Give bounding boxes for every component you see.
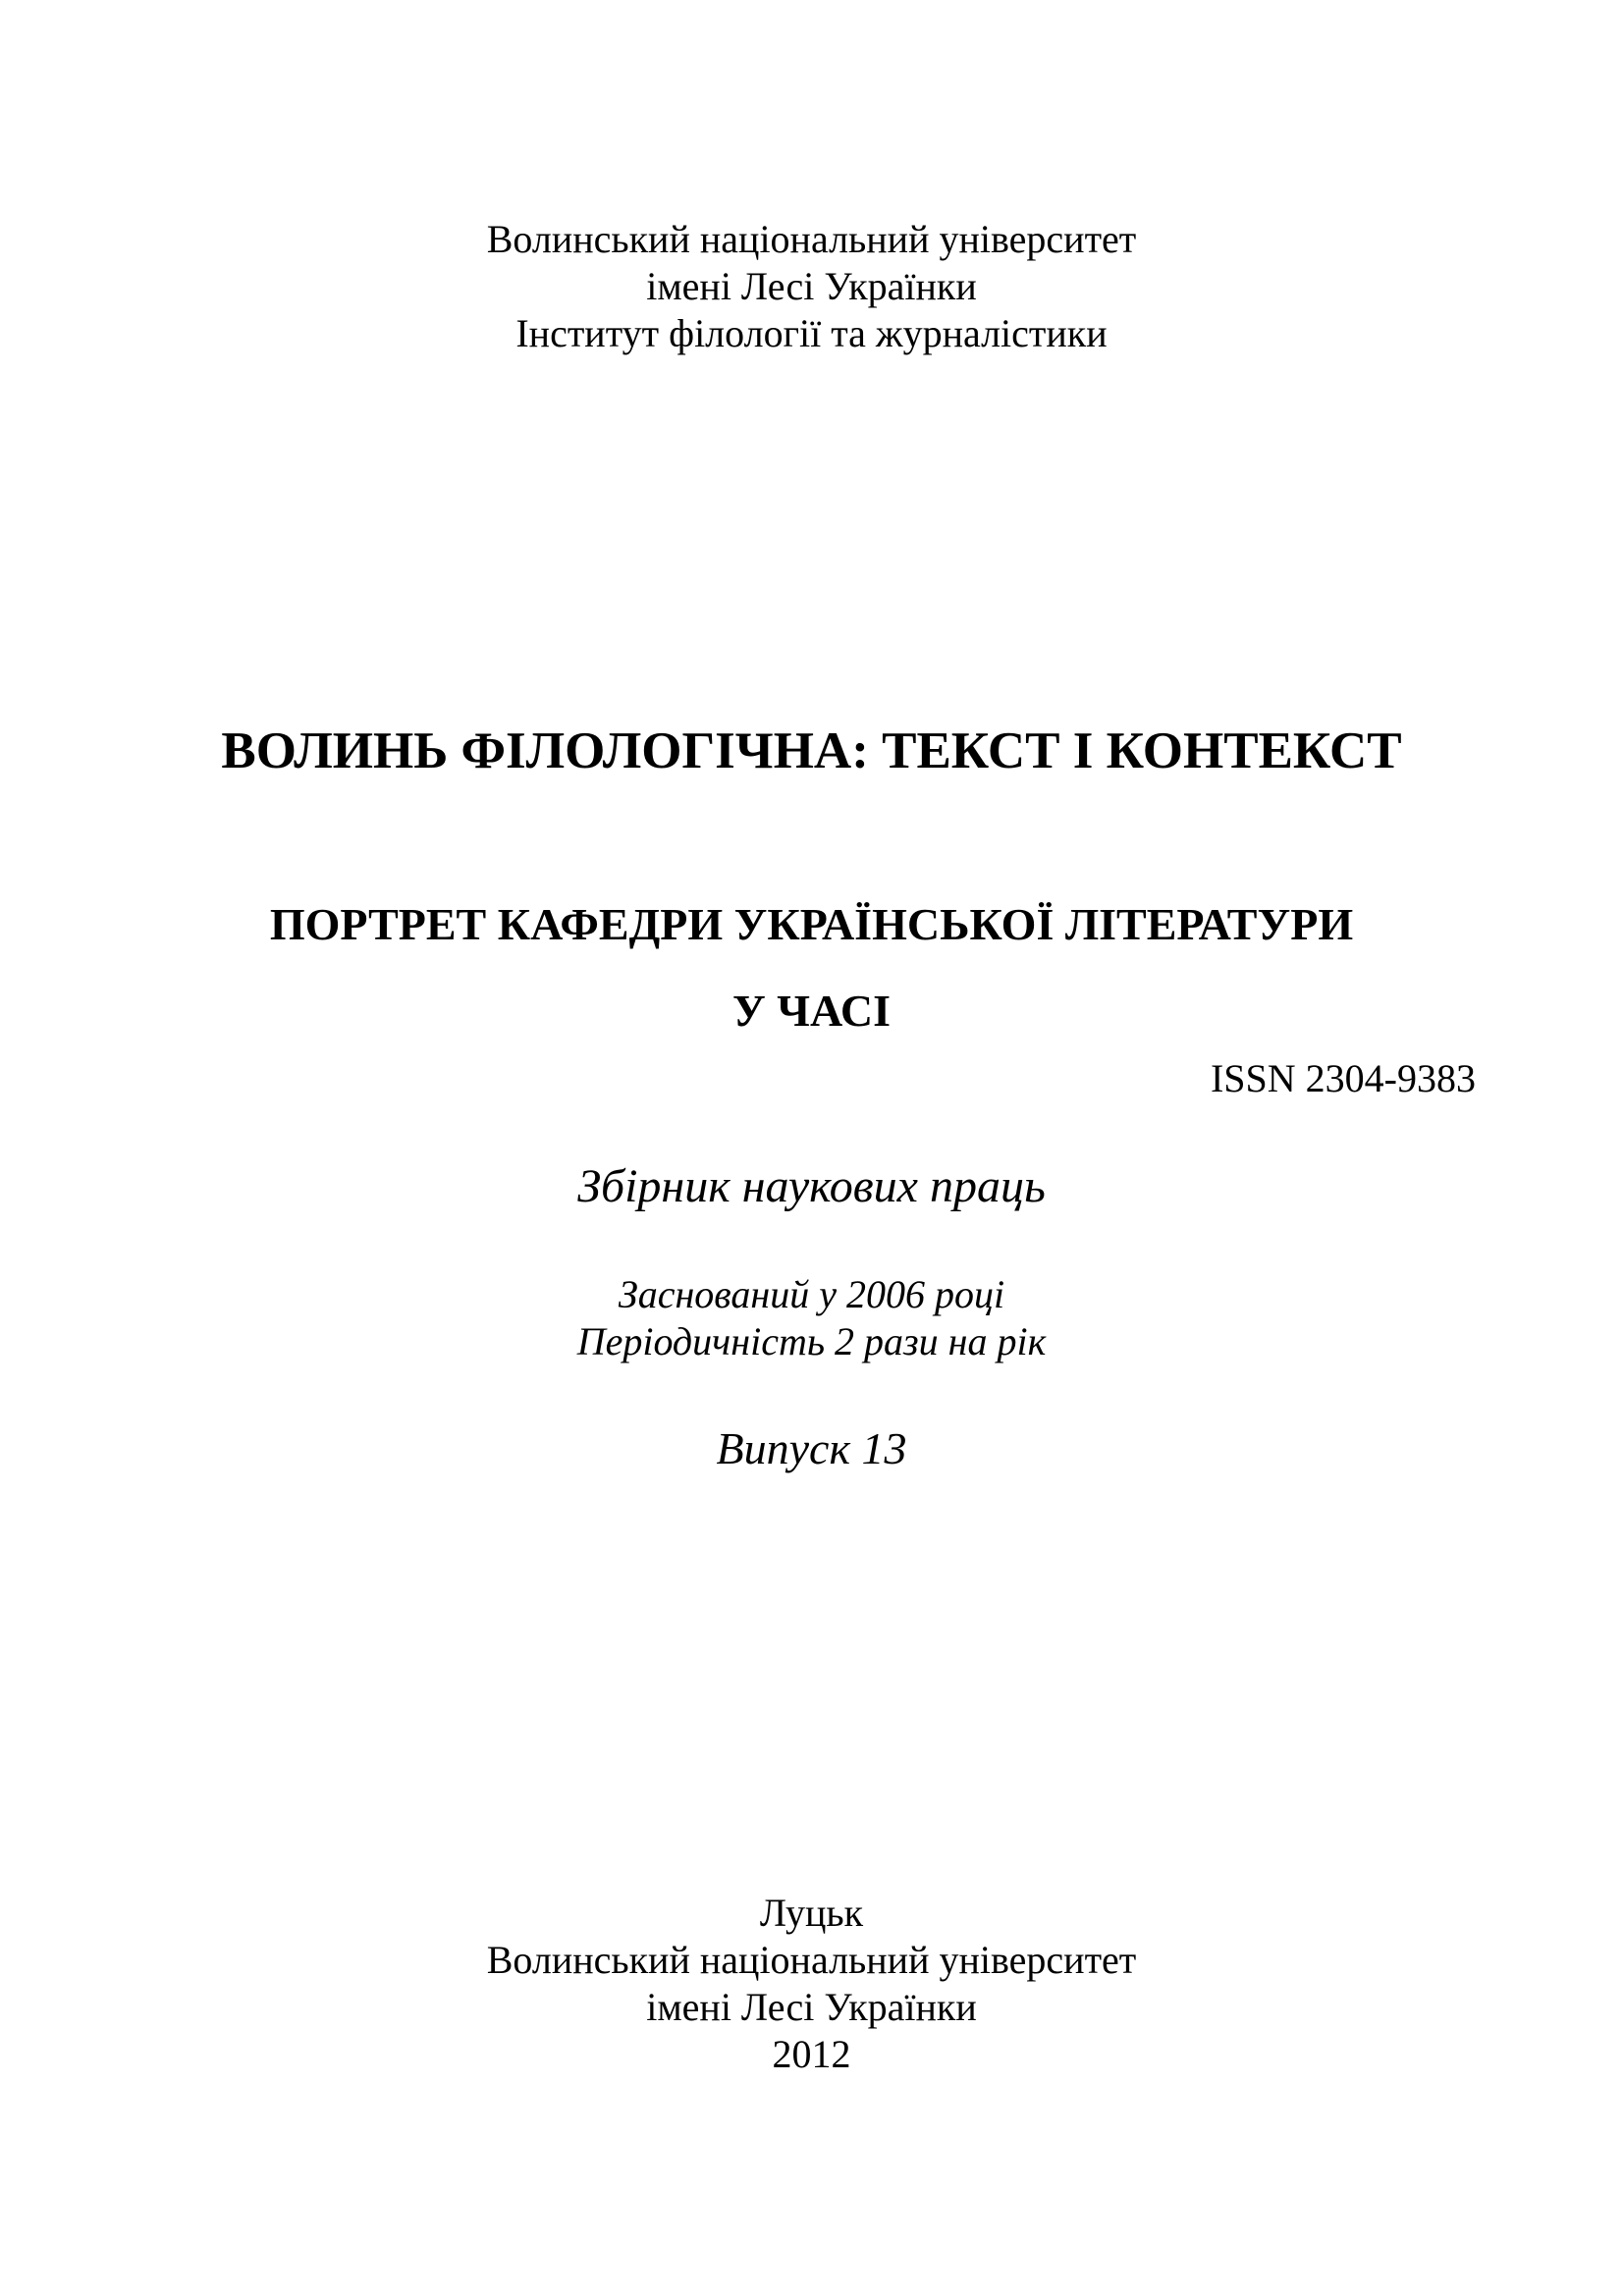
imprint-footer bbox=[0, 1890, 1623, 2078]
publisher-named-after: імені Лесі Українки bbox=[646, 1985, 977, 2029]
issue-theme-line-1: ПОРТРЕТ КАФЕДРИ УКРАЇНСЬКОЇ ЛІТЕРАТУРИ bbox=[269, 899, 1354, 949]
university-named-after: імені Лесі Українки bbox=[646, 264, 977, 308]
issue-number: Випуск 13 bbox=[716, 1423, 907, 1473]
issue-theme-title bbox=[0, 881, 1623, 1054]
founding-info bbox=[0, 1271, 1623, 1365]
issn-number: ISSN 2304-9383 bbox=[1210, 1056, 1476, 1100]
collection-type: Збірник наукових праць bbox=[577, 1160, 1046, 1212]
institute-name: Інститут філології та журналістики bbox=[515, 311, 1108, 355]
publisher-name: Волинський національний університет bbox=[486, 1938, 1137, 1982]
university-name: Волинський національний університет bbox=[486, 217, 1137, 261]
institution-header bbox=[0, 216, 1623, 357]
issue-theme-line-2: У ЧАСІ bbox=[731, 986, 892, 1036]
publication-year: 2012 bbox=[772, 2032, 851, 2076]
journal-title: ВОЛИНЬ ФІЛОЛОГІЧНА: ТЕКСТ І КОНТЕКСТ bbox=[221, 722, 1402, 779]
founded-year: Заснований у 2006 році bbox=[618, 1272, 1005, 1316]
publication-city: Луцьк bbox=[759, 1891, 864, 1935]
periodicity: Періодичність 2 рази на рік bbox=[576, 1319, 1047, 1363]
